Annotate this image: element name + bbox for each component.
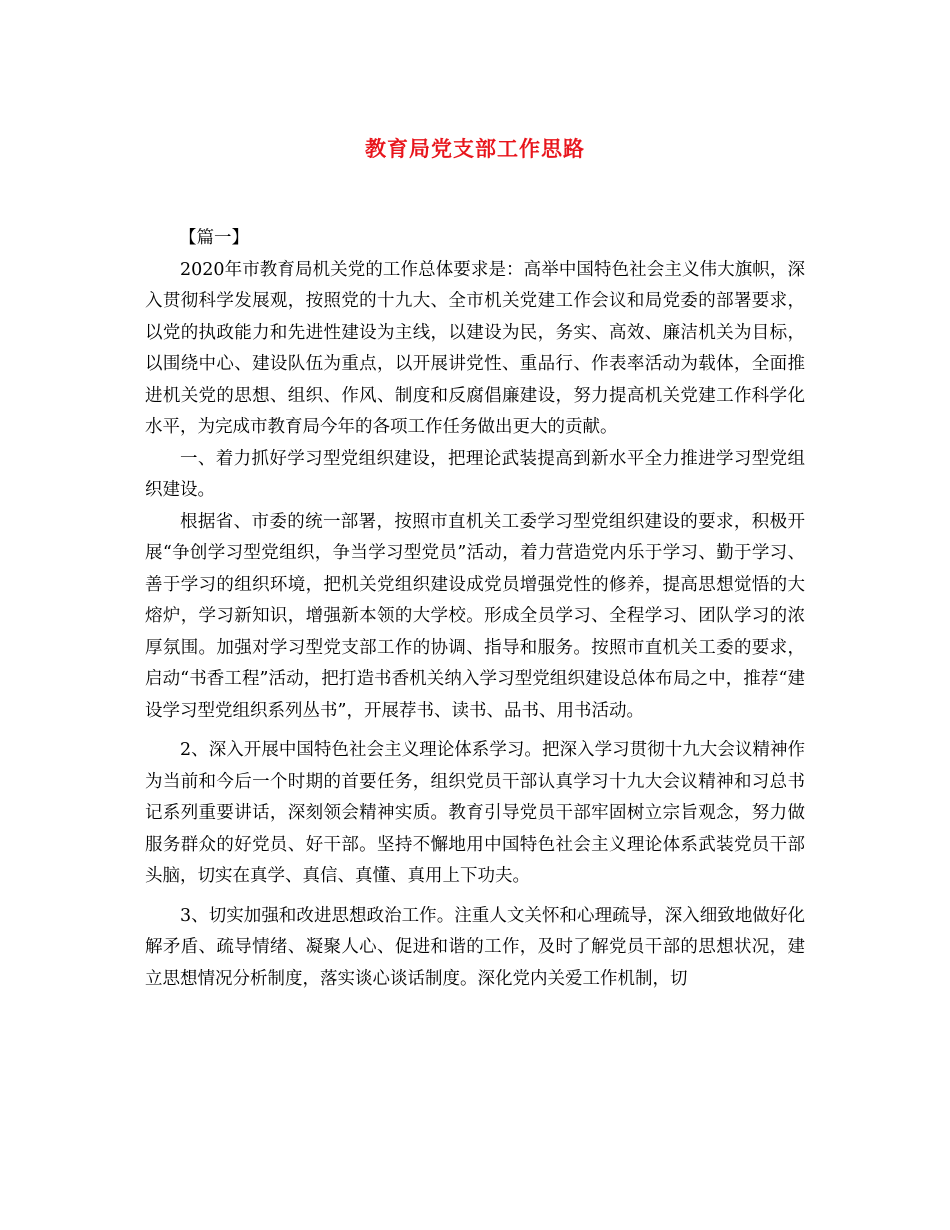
document-title: 教育局党支部工作思路 bbox=[365, 136, 585, 161]
section-marker: 【篇一】 bbox=[179, 228, 249, 248]
paragraph-learning-organization: 根据省、市委的统一部署，按照市直机关工委学习型党组织建设的要求，积极开展“争创学习型党组织，争当学习型党员”活动，着力营造党内乐于学习、勤于学习、善于学习的组织环境，把机关党组织建设成党员增强党性的修养，提高思想觉悟的大熔炉，学习新知识，增强新本领的大学校。形成全员学习、全程学习、团队学习的浓厚氛围。加强对学习型党支部工作的协调、指导和服务。按照市直机关工委的要求，启动“书香工程”活动，把打造书香机关纳入学习型党组织建设总体布局之中，推荐“建设学习型党组织系列丛书”，开展荐书、读书、品书、用书活动。 bbox=[145, 511, 805, 721]
paragraph-general-requirements: 2020年市教育局机关党的工作总体要求是：高举中国特色社会主义伟大旗帜，深入贯彻科学发展观，按照党的十九大、全市机关党建工作会议和局党委的部署要求，以党的执政能力和先进性建设为主线，以建设为民，务实、高效、廉洁机关为目标，以围绕中心、建设队伍为重点，以开展讲党性、重品行、作表率活动为载体，全面推进机关党的思想、组织、作风、制度和反腐倡廉建设，努力提高机关党建工作科学化水平，为完成市教育局今年的各项工作任务做出更大的贡献。 bbox=[145, 259, 805, 437]
paragraph-ideological-work: 3、切实加强和改进思想政治工作。注重人文关怀和心理疏导，深入细致地做好化解矛盾、疏导情绪、凝聚人心、促进和谐的工作，及时了解党员干部的思想状况，建立思想情况分析制度，落实谈心谈话制度。深化党内关爱工作机制，切 bbox=[145, 905, 805, 989]
document-body bbox=[145, 223, 805, 995]
paragraph-theory-study: 2、深入开展中国特色社会主义理论体系学习。把深入学习贯彻十九大会议精神作为当前和今后一个时期的首要任务，组织党员干部认真学习十九大会议精神和习总书记系列重要讲话，深刻领会精神实质。教育引导党员干部牢固树立宗旨观念，努力做服务群众的好党员、好干部。坚持不懈地用中国特色社会主义理论体系武装党员干部头脑，切实在真学、真信、真懂、真用上下功夫。 bbox=[145, 740, 805, 886]
paragraph-heading-1: 一、着力抓好学习型党组织建设，把理论武装提高到新水平全力推进学习型党组织建设。 bbox=[145, 448, 805, 500]
